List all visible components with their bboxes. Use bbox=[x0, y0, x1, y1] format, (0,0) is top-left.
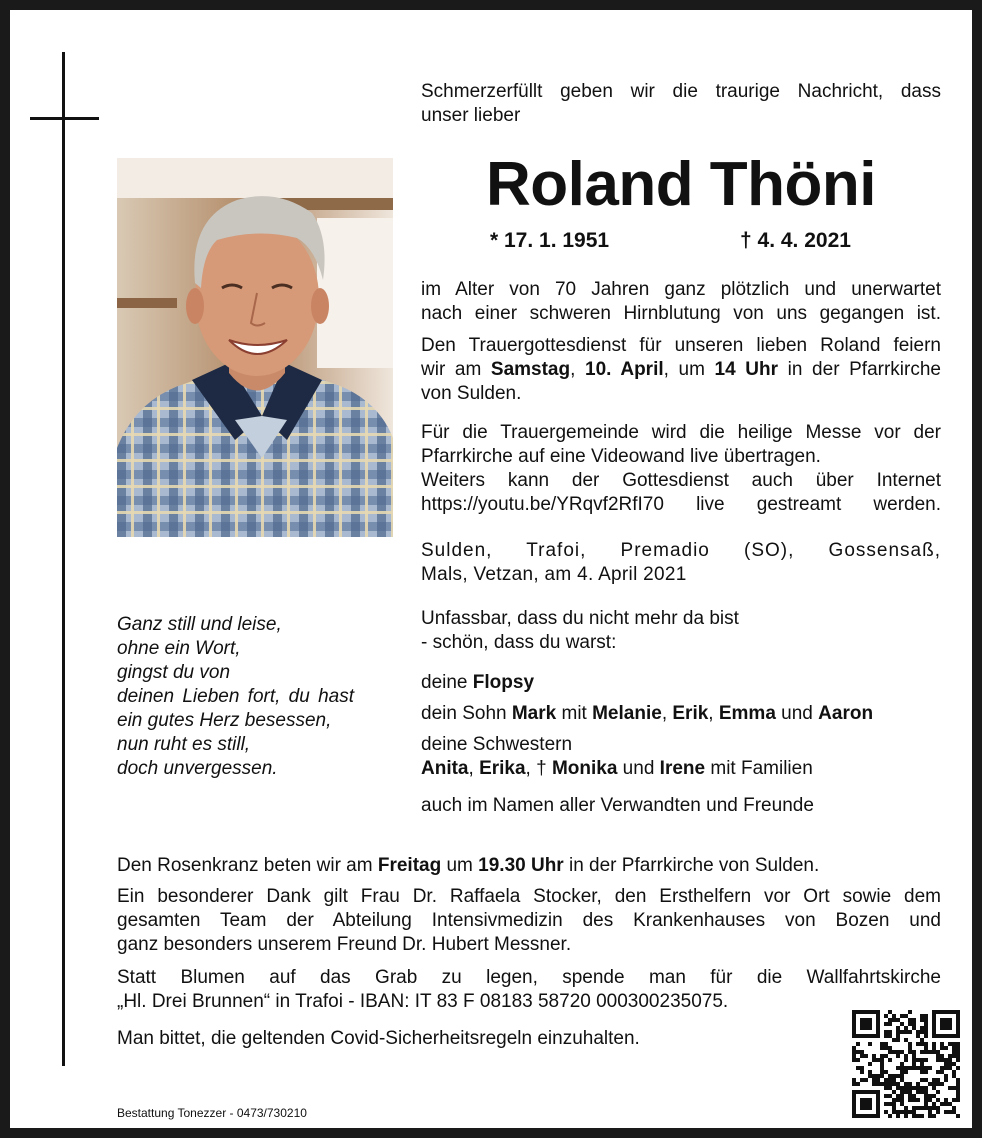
places-paragraph: Sulden, Trafoi, Premadio (SO), Gossensaß, Mals, Vetzan, am 4. April 2021 bbox=[421, 540, 941, 585]
birth-date: * 17. 1. 1951 bbox=[490, 229, 610, 252]
donation-paragraph: Statt Blumen auf das Grab zu legen, spende man für die Wallfahrtskirche „Hl. Drei Brunnen“ in Trafoi - IBAN: IT 83 F 08183 58720 000300235075. bbox=[117, 967, 941, 1012]
family-line-sisters-label: deine Schwestern bbox=[421, 734, 573, 755]
age-paragraph: im Alter von 70 Jahren ganz plötzlich und unerwartet nach einer schweren Hirnblutung von uns gegangen ist. bbox=[421, 279, 941, 324]
youtube-link[interactable]: https://youtu.be/YRqvf2RfI70 bbox=[421, 494, 664, 515]
cross-vertical-bar bbox=[62, 52, 65, 1066]
service-paragraph: Den Trauergottesdienst für unseren lieben Roland feiern wir am Samstag, 10. April, um 14 Uhr in der Pfarrkirche von Sulden. bbox=[421, 335, 941, 404]
unfassbar-paragraph: Unfassbar, dass du nicht mehr da bist - schön, dass du warst: bbox=[421, 608, 739, 653]
cross-horizontal-bar bbox=[30, 117, 99, 120]
qr-code bbox=[852, 1010, 960, 1118]
rosary-paragraph: Den Rosenkranz beten wir am Freitag um 19.30 Uhr in der Pfarrkirche von Sulden. bbox=[117, 855, 820, 876]
family-line-flopsy: deine Flopsy bbox=[421, 672, 535, 693]
livestream-paragraph: Für die Trauergemeinde wird die heilige Messe vor der Pfarrkirche auf eine Videowand live übertragen. Weiters kann der Gottesdienst auch über Internet https://youtu.be/YRqvf2RfI70 live gestreamt werden. bbox=[421, 422, 941, 515]
family-line-relatives: auch im Namen aller Verwandten und Freunde bbox=[421, 795, 814, 816]
family-list bbox=[421, 671, 951, 818]
funeral-home-footer: Bestattung Tonezzer - 0473/730210 bbox=[117, 1106, 307, 1120]
deceased-name: Roland Thöni bbox=[485, 150, 877, 219]
death-date: † 4. 4. 2021 bbox=[740, 229, 851, 252]
intro-text: Schmerzerfüllt geben wir die traurige Nachricht, dass unser lieber bbox=[421, 81, 941, 126]
poem: Ganz still und leise, ohne ein Wort, gingst du von deinen Lieben fort, du hast ein gutes Herz besessen, nun ruht es still, doch unvergessen. bbox=[117, 614, 355, 779]
portrait-photo bbox=[117, 158, 393, 537]
thanks-paragraph: Ein besonderer Dank gilt Frau Dr. Raffaela Stocker, den Ersthelfern vor Ort sowie dem gesamten Team der Abteilung Intensivmedizin des Krankenhauses von Bozen und ganz besonders unserem Freund Dr. Hubert Messner. bbox=[117, 886, 941, 955]
family-line-sisters: Anita, Erika, † Monika und Irene mit Familien bbox=[421, 758, 813, 779]
family-line-son: dein Sohn Mark mit Melanie, Erik, Emma und Aaron bbox=[421, 703, 874, 724]
obituary-page bbox=[10, 10, 972, 1128]
covid-paragraph: Man bittet, die geltenden Covid-Sicherheitsregeln einzuhalten. bbox=[117, 1028, 640, 1049]
